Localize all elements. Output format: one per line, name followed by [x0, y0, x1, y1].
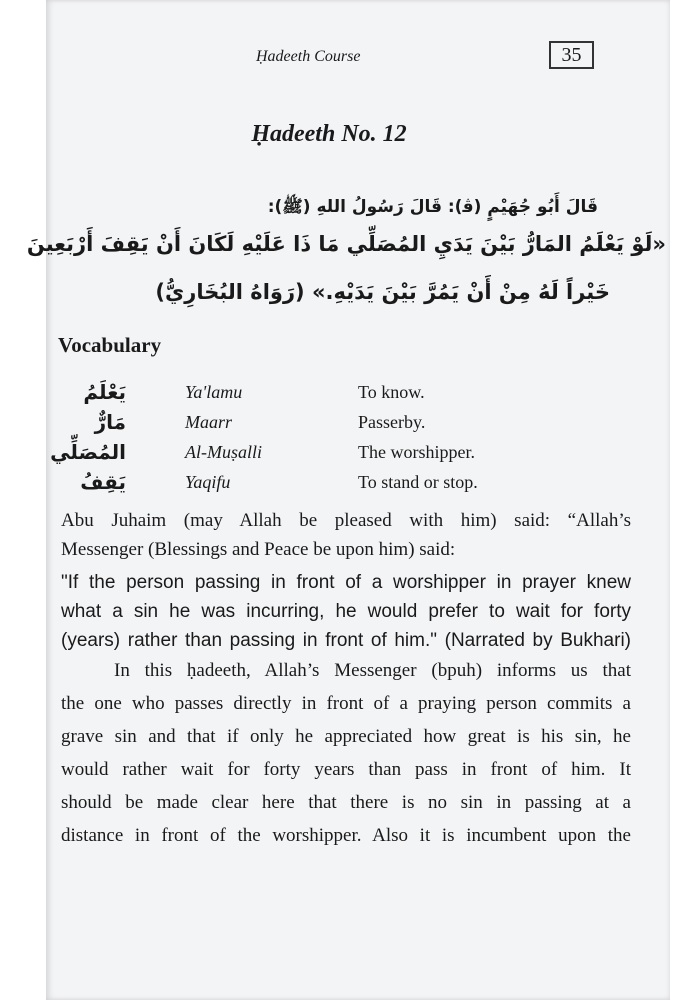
vocab-row [46, 440, 646, 470]
book-page [26, 0, 670, 1000]
vocab-transliteration: Maarr [185, 412, 233, 432]
translation-line: Messenger (Blessings and Peace be upon him) said: [61, 539, 456, 560]
commentary-line: distance in front of the worshipper. Also it is incumbent upon the [61, 825, 631, 846]
quote-line: (years) rather than passing in front of him." (Narrated by Bukhari) [61, 630, 631, 651]
page-number-box: 35 [549, 41, 594, 69]
vocab-meaning: Passerby. [358, 412, 426, 432]
commentary-line: would rather wait for forty years than pass in front of him. It [61, 759, 631, 780]
commentary-line: the one who passes directly in front of a praying person commits a [61, 693, 631, 714]
vocabulary-heading: Vocabulary [58, 333, 162, 357]
vocab-transliteration: Al-Muṣalli [185, 442, 262, 462]
vocab-meaning: To know. [358, 382, 425, 402]
vocab-meaning: To stand or stop. [358, 472, 478, 492]
vocab-row [46, 470, 646, 500]
arabic-hadith-line: «لَوْ يَعْلَمُ المَارُّ بَيْنَ يَدَيِ المُصَلِّي مَا ذَا عَلَيْهِ لَكَانَ أَنْ يَقِفَ أَرْبَعِينَ [26, 232, 666, 256]
vocab-arabic: المُصَلِّي [50, 440, 126, 464]
commentary-line: In this ḥadeeth, Allah’s Messenger (bpuh) informs us that [114, 660, 631, 681]
vocab-arabic: يَقِفُ [80, 470, 126, 494]
commentary-line: grave sin and that if only he appreciated how great is his sin, he [61, 726, 631, 747]
vocab-meaning: The worshipper. [358, 442, 475, 462]
commentary-line: should be made clear here that there is no sin in passing at a [61, 792, 631, 813]
hadith-title: Ḥadeeth No. 12 [251, 121, 407, 147]
vocab-transliteration: Ya'lamu [185, 382, 243, 402]
running-header: Ḥadeeth Course [256, 48, 361, 65]
vocab-arabic: مَارٌّ [94, 410, 126, 434]
translation-line: Abu Juhaim (may Allah be pleased with him) said: “Allah’s [61, 510, 631, 531]
vocab-row [46, 380, 646, 410]
quote-line: what a sin he was incurring, he would prefer to wait for forty [61, 601, 631, 622]
quote-line: "If the person passing in front of a worshipper in prayer knew [61, 572, 631, 593]
arabic-narration-line: قَالَ أَبُو جُهَيْمٍ (ﭬ): قَالَ رَسُولُ اللهِ (ﷺ): [267, 197, 598, 217]
vocab-row [46, 410, 646, 440]
vocab-transliteration: Yaqifu [185, 472, 231, 492]
arabic-hadith-line: خَيْراً لَهُ مِنْ أَنْ يَمُرَّ بَيْنَ يَدَيْهِ.» (رَوَاهُ البُخَارِيُّ) [155, 280, 610, 304]
vocab-arabic: يَعْلَمُ [83, 380, 126, 404]
